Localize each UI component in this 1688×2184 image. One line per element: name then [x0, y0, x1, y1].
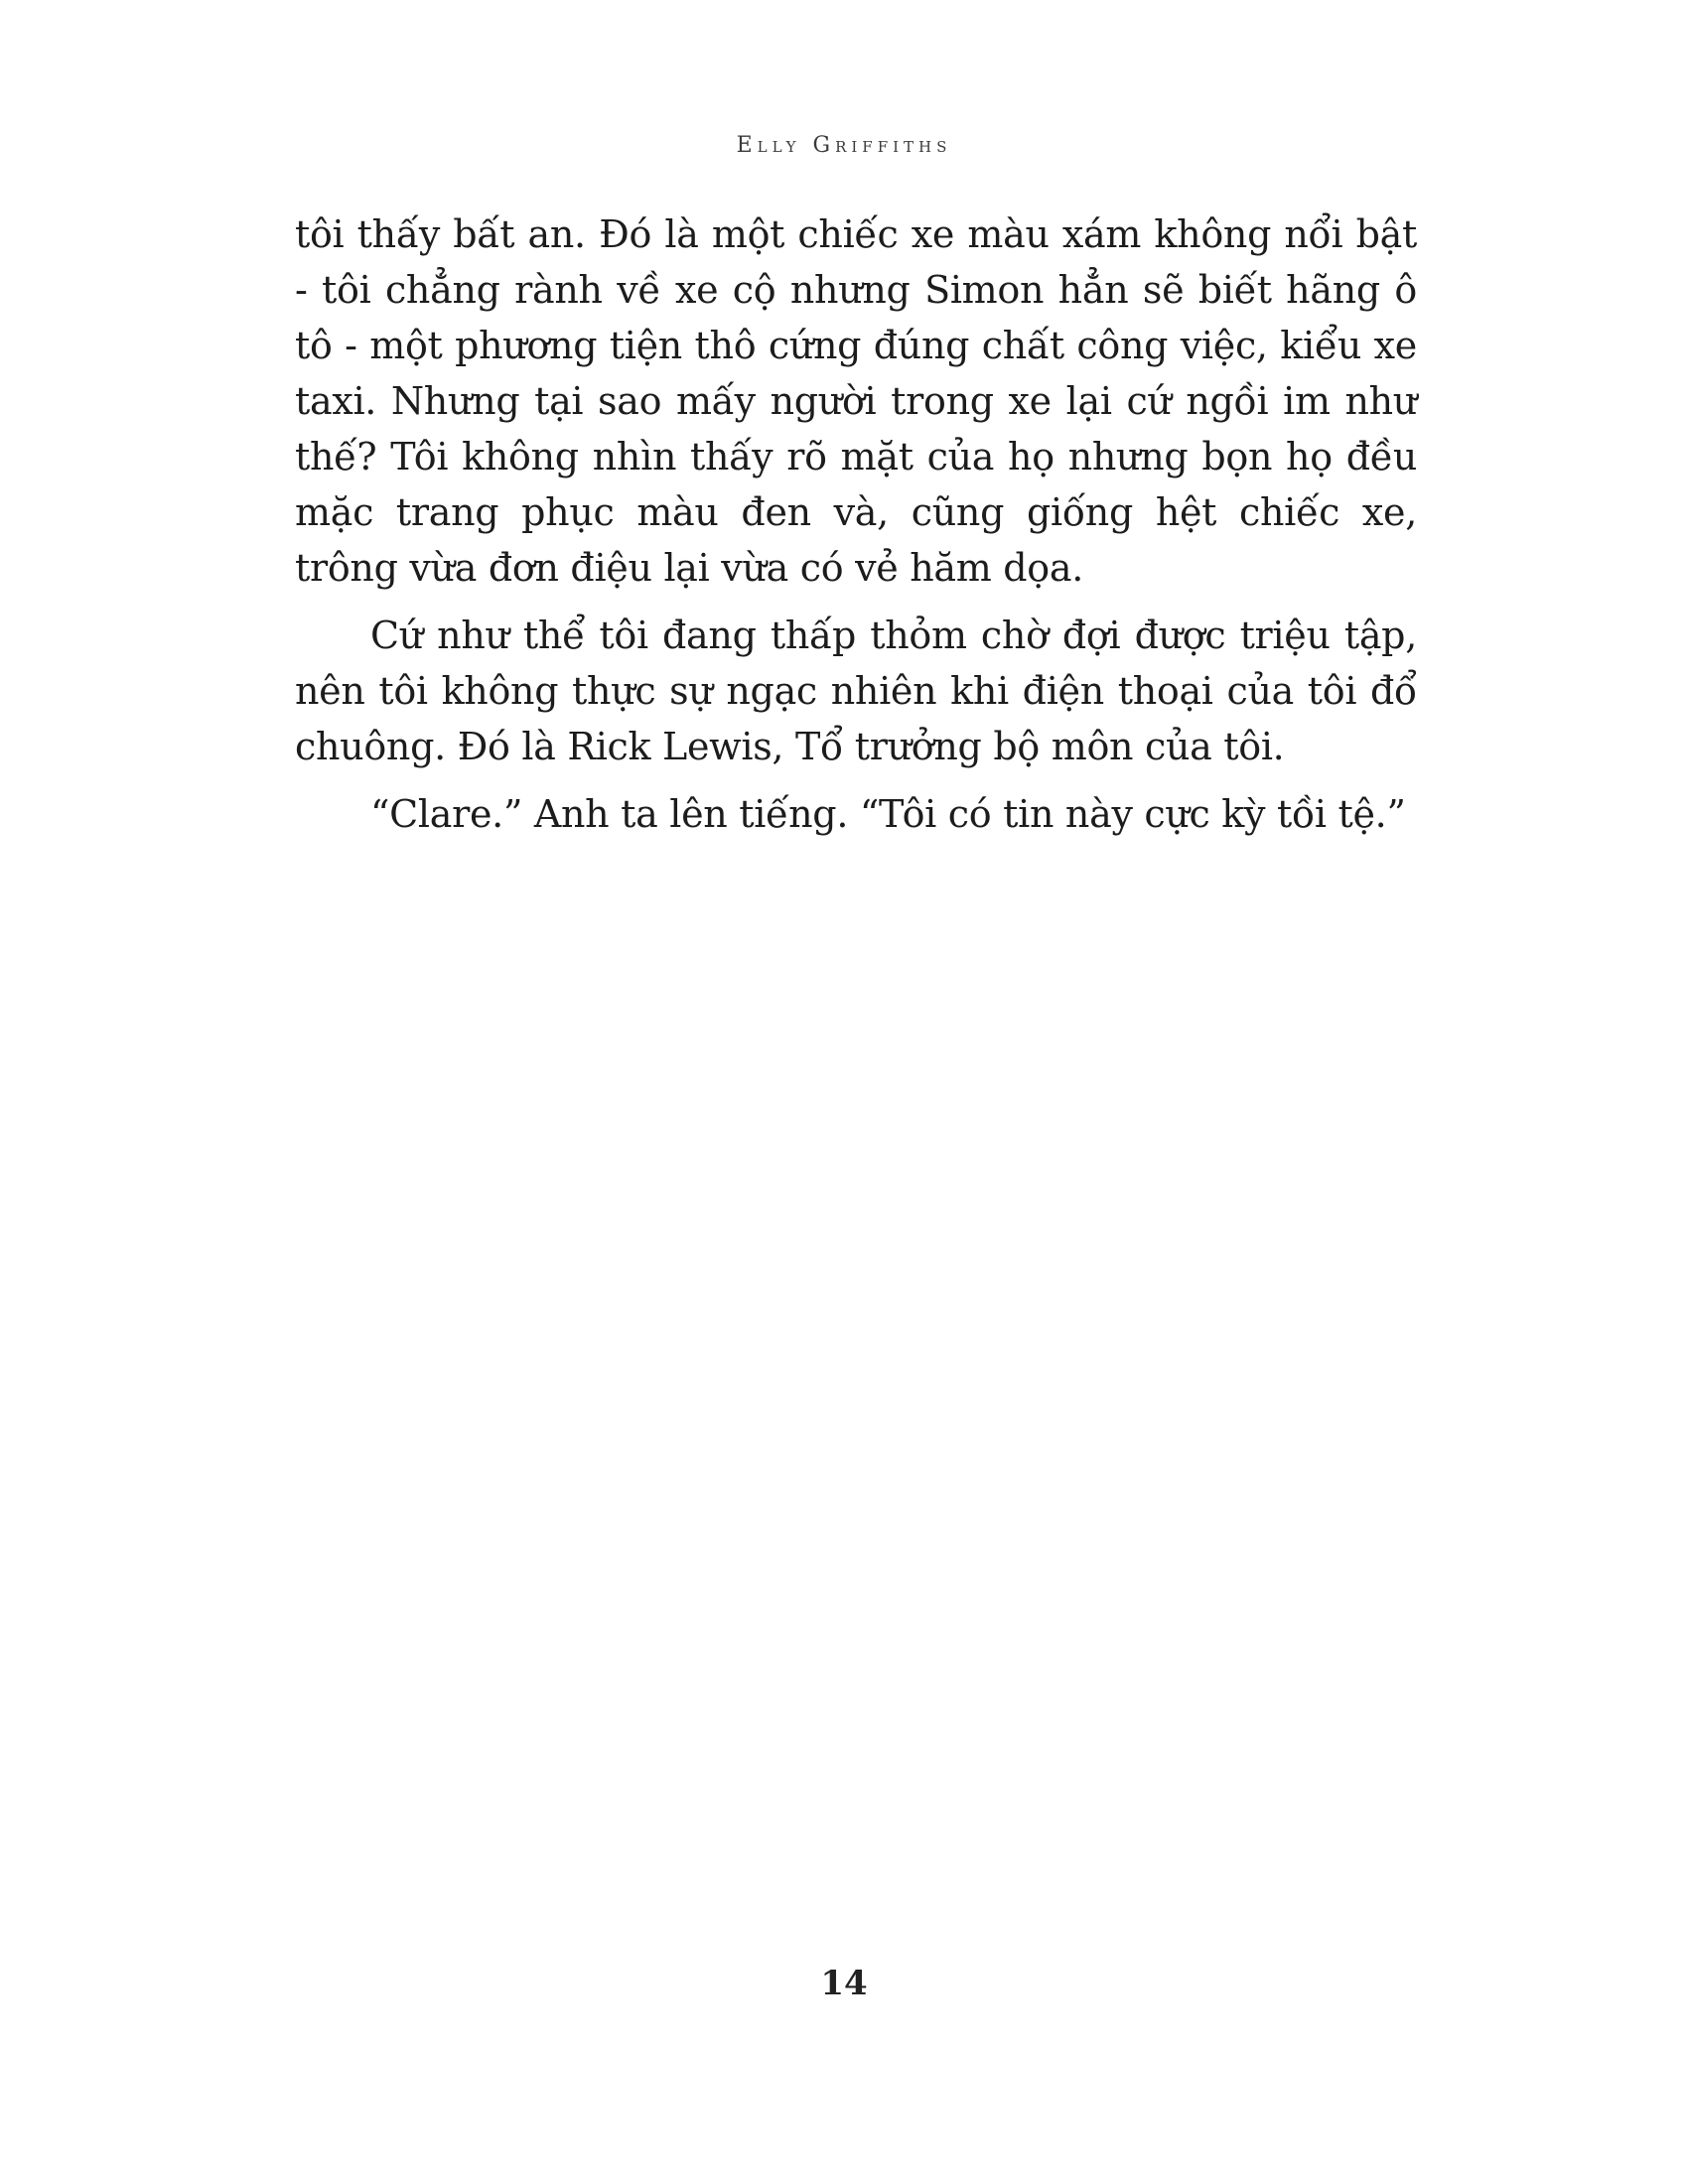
- paragraph-continuation: tôi thấy bất an. Đó là một chiếc xe màu xám không nổi bật - tôi chẳng rành về xe cộ nhưng Simon hẳn sẽ biết hãng ô tô - một phương tiện thô cứng đúng chất công việc, kiểu xe taxi. Nhưng tại sao mấy người trong xe lại cứ ngồi im như thế? Tôi không nhìn thấy rõ mặt của họ nhưng bọn họ đều mặc trang phục màu đen và, cũng giống hệt chiếc xe, trông vừa đơn điệu lại vừa có vẻ hăm dọa.: [295, 212, 1417, 590]
- body-text: [295, 206, 1417, 854]
- paragraph: “Clare.” Anh ta lên tiếng. “Tôi có tin này cực kỳ tồi tệ.”: [370, 792, 1406, 836]
- paragraph: Cứ như thể tôi đang thấp thỏm chờ đợi được triệu tập, nên tôi không thực sự ngạc nhiên khi điện thoại của tôi đổ chuông. Đó là Rick Lewis, Tổ trưởng bộ môn của tôi.: [295, 614, 1417, 768]
- running-header-author: Elly Griffiths: [736, 133, 952, 158]
- page-number: 14: [820, 1964, 868, 2003]
